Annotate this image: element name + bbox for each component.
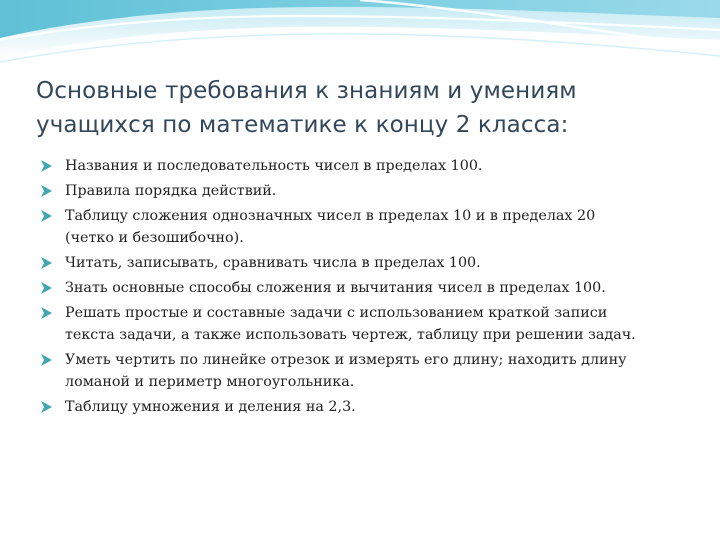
- requirements-list: [40, 155, 690, 421]
- list-item: [40, 349, 690, 393]
- list-item-text: текста задачи, а также использовать чертеж, таблицу при решении задач.: [65, 327, 636, 343]
- arrowhead-bullet-icon: [40, 159, 53, 173]
- list-item-text: Решать простые и составные задачи с использованием краткой записи: [65, 305, 608, 321]
- list-item-text: Названия и последовательность чисел в пределах 100.: [65, 158, 483, 174]
- list-item: [40, 396, 690, 418]
- arrowhead-bullet-icon: [40, 281, 53, 295]
- slide-title-line: учащихся по математике к концу 2 класса:: [36, 112, 569, 138]
- list-item: [40, 277, 690, 299]
- list-item-text: Знать основные способы сложения и вычитания чисел в пределах 100.: [65, 280, 606, 296]
- arrowhead-bullet-icon: [40, 306, 53, 320]
- arrowhead-bullet-icon: [40, 184, 53, 198]
- arrowhead-bullet-icon: [40, 256, 53, 270]
- arrowhead-bullet-icon: [40, 400, 53, 414]
- list-item-text: Читать, записывать, сравнивать числа в пределах 100.: [65, 255, 481, 271]
- list-item-text: ломаной и периметр многоугольника.: [65, 374, 355, 390]
- list-item-text: Таблицу умножения и деления на 2,3.: [65, 399, 356, 415]
- list-item: [40, 155, 690, 177]
- arrowhead-bullet-icon: [40, 209, 53, 223]
- list-item: [40, 205, 690, 249]
- list-item: [40, 180, 690, 202]
- list-item: [40, 252, 690, 274]
- list-item-text: Таблицу сложения однозначных чисел в пределах 10 и в пределах 20: [65, 208, 596, 224]
- arrowhead-bullet-icon: [40, 353, 53, 367]
- slide-title-line: Основные требования к знаниям и умениям: [36, 78, 577, 104]
- list-item-text: (четко и безошибочно).: [65, 230, 244, 246]
- list-item-text: Уметь чертить по линейке отрезок и измерять его длину; находить длину: [65, 352, 627, 368]
- list-item-text: Правила порядка действий.: [65, 183, 277, 199]
- list-item: [40, 302, 690, 346]
- slide-title: [36, 74, 686, 142]
